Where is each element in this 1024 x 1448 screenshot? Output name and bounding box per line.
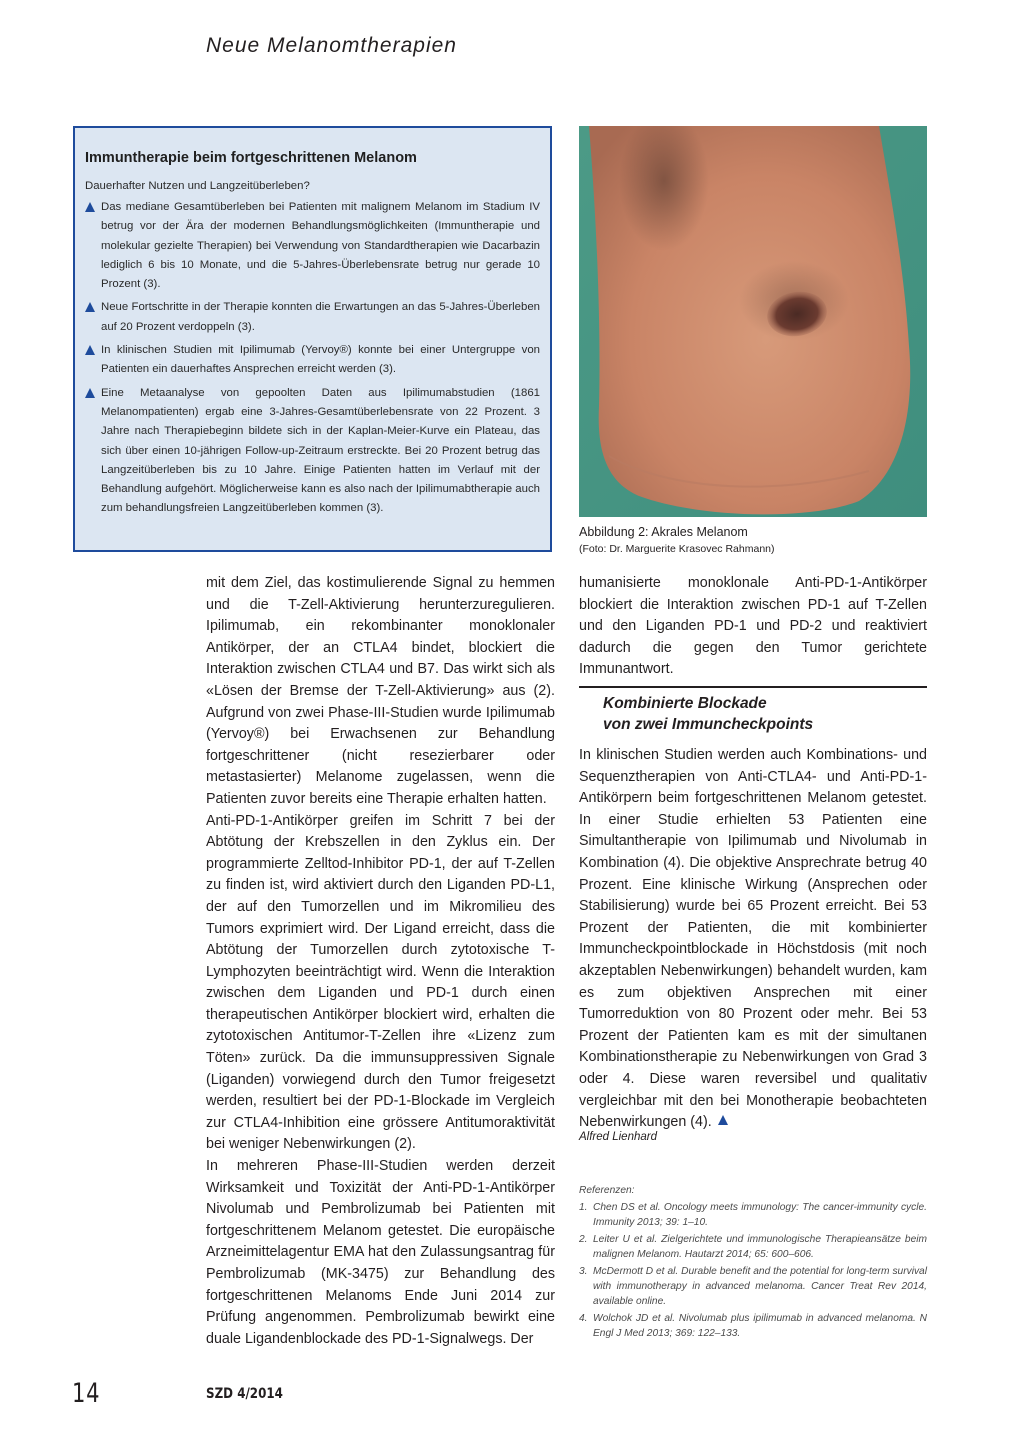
body-paragraph: Anti-PD-1-Antikörper greifen im Schritt 7 bei der Abtötung der Krebszellen in den Zyklus ein. Der programmierte Zelltod-Inhibitor PD-1, der auf T-Zellen zu finden ist, wird aktiviert durch den Liganden PD-L1, der auf den Tumorzellen und im Mikromilieu des Tumors exprimiert wird. Der Ligand erreicht, dass die Abtötung der Tumorzellen durch zytotoxische T-Lymphozyten beeinträchtigt wird. Wenn die Interaktion zwischen dem Liganden und PD-1 durch einen therapeutischen Antikörper blockiert wird, erhalten die zytotoxischen Antitumor-T-Zellen ihre «Lizenz zum Töten» zurück. Da die immunsuppressiven Signale (Liganden) vorwiegend durch den Tumor freigesetzt werden, resultiert bei der PD-1-Blockade im Vergleich zur CTLA4-Inhibition eine grössere Antitumoraktivität bei weniger Nebenwirkungen (2). bbox=[206, 812, 555, 1153]
figure-credit: (Foto: Dr. Marguerite Krasovec Rahmann) bbox=[579, 543, 775, 555]
section-heading bbox=[603, 693, 813, 735]
info-box-subtitle: Dauerhafter Nutzen und Langzeitüberleben? bbox=[85, 180, 310, 192]
reference-text: McDermott D et al. Durable benefit and the potential for long-term survival with immunotherapy in advanced melanoma. Cancer Treat Rev 2014, available online. bbox=[593, 1266, 927, 1307]
body-paragraph: mit dem Ziel, das kostimulierende Signal zu hemmen und die T-Zell-Aktivierung herunterzuregulieren. Ipilimumab, ein rekombinanter monoklonaler Antikörper, der an CTLA4 bindet, blockiert die Interaktion zwischen CTLA4 und B7. Das wirkt sich als «Lösen der Bremse der T-Zell-Aktivierung» aus (2). Aufgrund von zwei Phase-III-Studien wurde Ipilimumab (Yervoy®) bei Erwachsenen zur Behandlung fortgeschrittener (nicht resezierbarer oder metastasierter) Melanome zugelassen, wenn die Patienten zuvor bereits eine Therapie erhalten hatten. bbox=[206, 575, 555, 807]
reference-number: 1. bbox=[579, 1202, 588, 1213]
references-heading: Referenzen: bbox=[579, 1185, 635, 1196]
body-column-right-bottom bbox=[579, 745, 927, 1134]
heel-photo-illustration bbox=[579, 126, 927, 517]
bullet-triangle-icon bbox=[85, 302, 95, 312]
info-box-bullet bbox=[85, 384, 540, 519]
info-box-bullet bbox=[85, 341, 540, 380]
info-box-bullet bbox=[85, 198, 540, 294]
references-list bbox=[579, 1201, 927, 1344]
figure-caption: Abbildung 2: Akrales Melanom bbox=[579, 525, 748, 539]
body-paragraph bbox=[579, 745, 927, 1134]
section-heading-line: von zwei Immuncheckpoints bbox=[603, 716, 814, 733]
body-paragraph-text: In klinischen Studien werden auch Kombinations- und Sequenztherapien von Anti-CTLA4- und Anti-PD-1-Antikörpern beim fortgeschrittenen Melanom getestet. In einer Studie erhielten 53 Patienten eine Simultantherapie von Ipilimumab und Nivolumab in Kombination (4). Die objektive Ansprechrate betrug 40 Prozent. Eine klinische Wirkung (Ansprechen oder Stabilisierung) wurde bei 65 Prozent erreicht. Bei 53 Prozent der Patienten, die mit kombinierter Immuncheckpointblockade in Höchstdosis (mit noch akzeptablen Nebenwirkungen) behandelt wurden, kam es zum objektiven Ansprechen mit einer Tumorreduktion von 80 Prozent oder mehr. Bei 53 Prozent der Patienten kam es mit der simultanen Kombinationstherapie zu Nebenwirkungen von Grad 3 oder 4. Diese waren reversibel und qualitativ vergleichbar mit den bei Monotherapie beobachteten Nebenwirkungen (4). bbox=[579, 747, 927, 1131]
bullet-triangle-icon bbox=[85, 388, 95, 398]
reference-item bbox=[579, 1233, 927, 1262]
body-paragraph: In mehreren Phase-III-Studien werden derzeit Wirksamkeit und Toxizität der Anti-PD-1-Antikörper Nivolumab und Pembrolizumab bei Patienten mit fortgeschrittenem Melanom getestet. Die europäische Arzneimittelagentur EMA hat den Zulassungsantrag für Pembrolizumab (MK-3475) zur Behandlung des fortgeschrittenen Melanoms Ende Juni 2014 zur Prüfung angenommen. Pembrolizumab bewirkt eine duale Ligandenblockade des PD-1-Signalwegs. Der bbox=[206, 1158, 555, 1347]
bullet-triangle-icon bbox=[85, 345, 95, 355]
bullet-text: Das mediane Gesamtüberleben bei Patienten mit malignem Melanom im Stadium IV betrug vor der Ära der modernen Behandlungsmöglichkeiten (Immuntherapie und molekular gezielte Therapien) bei Verwendung von Standardtherapien wie Dacarbazin lediglich 6 bis 10 Monate, und die 5-Jahres-Überlebensrate betrug nur gerade 10 Prozent (3). bbox=[101, 201, 540, 291]
page-number: 14 bbox=[72, 1378, 101, 1409]
running-header-title: Neue Melanomtherapien bbox=[206, 34, 457, 57]
bullet-text: In klinischen Studien mit Ipilimumab (Yervoy®) konnte bei einer Untergruppe von Patienten ein dauerhaftes Ansprechen erreicht werden (3). bbox=[101, 344, 540, 376]
info-box-title: Immuntherapie beim fortgeschrittenen Melanom bbox=[85, 150, 417, 166]
reference-number: 2. bbox=[579, 1234, 588, 1246]
reference-item bbox=[579, 1265, 927, 1309]
section-divider bbox=[579, 686, 927, 688]
body-column-right-top bbox=[579, 573, 927, 681]
info-box bbox=[73, 126, 552, 552]
bullet-text: Neue Fortschritte in der Therapie konnten die Erwartungen an das 5-Jahres-Überleben auf 20 Prozent verdoppeln (3). bbox=[101, 301, 540, 333]
melanoma-photo bbox=[579, 126, 927, 517]
body-column-left bbox=[206, 573, 555, 1350]
bullet-text: Eine Metaanalyse von gepoolten Daten aus Ipilimumabstudien (1861 Melanompatienten) ergab eine 3-Jahres-Gesamtüberlebensrate von 22 Prozent. 3 Jahre nach Therapiebeginn bildete sich in der Kaplan-Meier-Kurve ein Plateau, das sich über einen 10-jährigen Follow-up-Zeitraum erstreckte. Bei 20 Prozent betrug das Langzeitüberleben bis zu 10 Jahre. Einige Patienten hatten im Verlauf mit der Behandlung aufgehört. Möglicherweise kann es also nach der Ipilimumabtherapie auch zum behandlungsfreien Langzeitüberleben kommen (3). bbox=[101, 386, 540, 515]
body-paragraph: humanisierte monoklonale Anti-PD-1-Antikörper blockiert die Interaktion zwischen PD-1 auf T-Zellen und den Liganden PD-1 und PD-2 und reaktiviert dadurch die gegen den Tumor gerichtete Immunantwort. bbox=[579, 575, 927, 678]
reference-item bbox=[579, 1201, 927, 1230]
reference-text: Chen DS et al. Oncology meets immunology: The cancer-immunity cycle. Immunity 2013; 39: 1–10. bbox=[593, 1202, 927, 1228]
info-box-bullet bbox=[85, 298, 540, 337]
section-heading-line: Kombinierte Blockade bbox=[603, 695, 767, 712]
info-box-bullet-list bbox=[85, 198, 540, 523]
reference-number: 4. bbox=[579, 1313, 588, 1325]
reference-text: Wolchok JD et al. Nivolumab plus ipilimumab in advanced melanoma. N Engl J Med 2013; 369: 122–133. bbox=[593, 1313, 927, 1339]
bullet-triangle-icon bbox=[85, 202, 95, 212]
end-of-article-triangle-icon bbox=[718, 1115, 728, 1125]
journal-issue: SZD 4/2014 bbox=[206, 1386, 283, 1402]
author-name: Alfred Lienhard bbox=[579, 1131, 657, 1143]
reference-text: Leiter U et al. Zielgerichtete und immunologische Therapieansätze beim malignen Melanom. Hautarzt 2014; 65: 600–606. bbox=[593, 1234, 927, 1260]
reference-item bbox=[579, 1312, 927, 1341]
reference-number: 3. bbox=[579, 1266, 588, 1278]
